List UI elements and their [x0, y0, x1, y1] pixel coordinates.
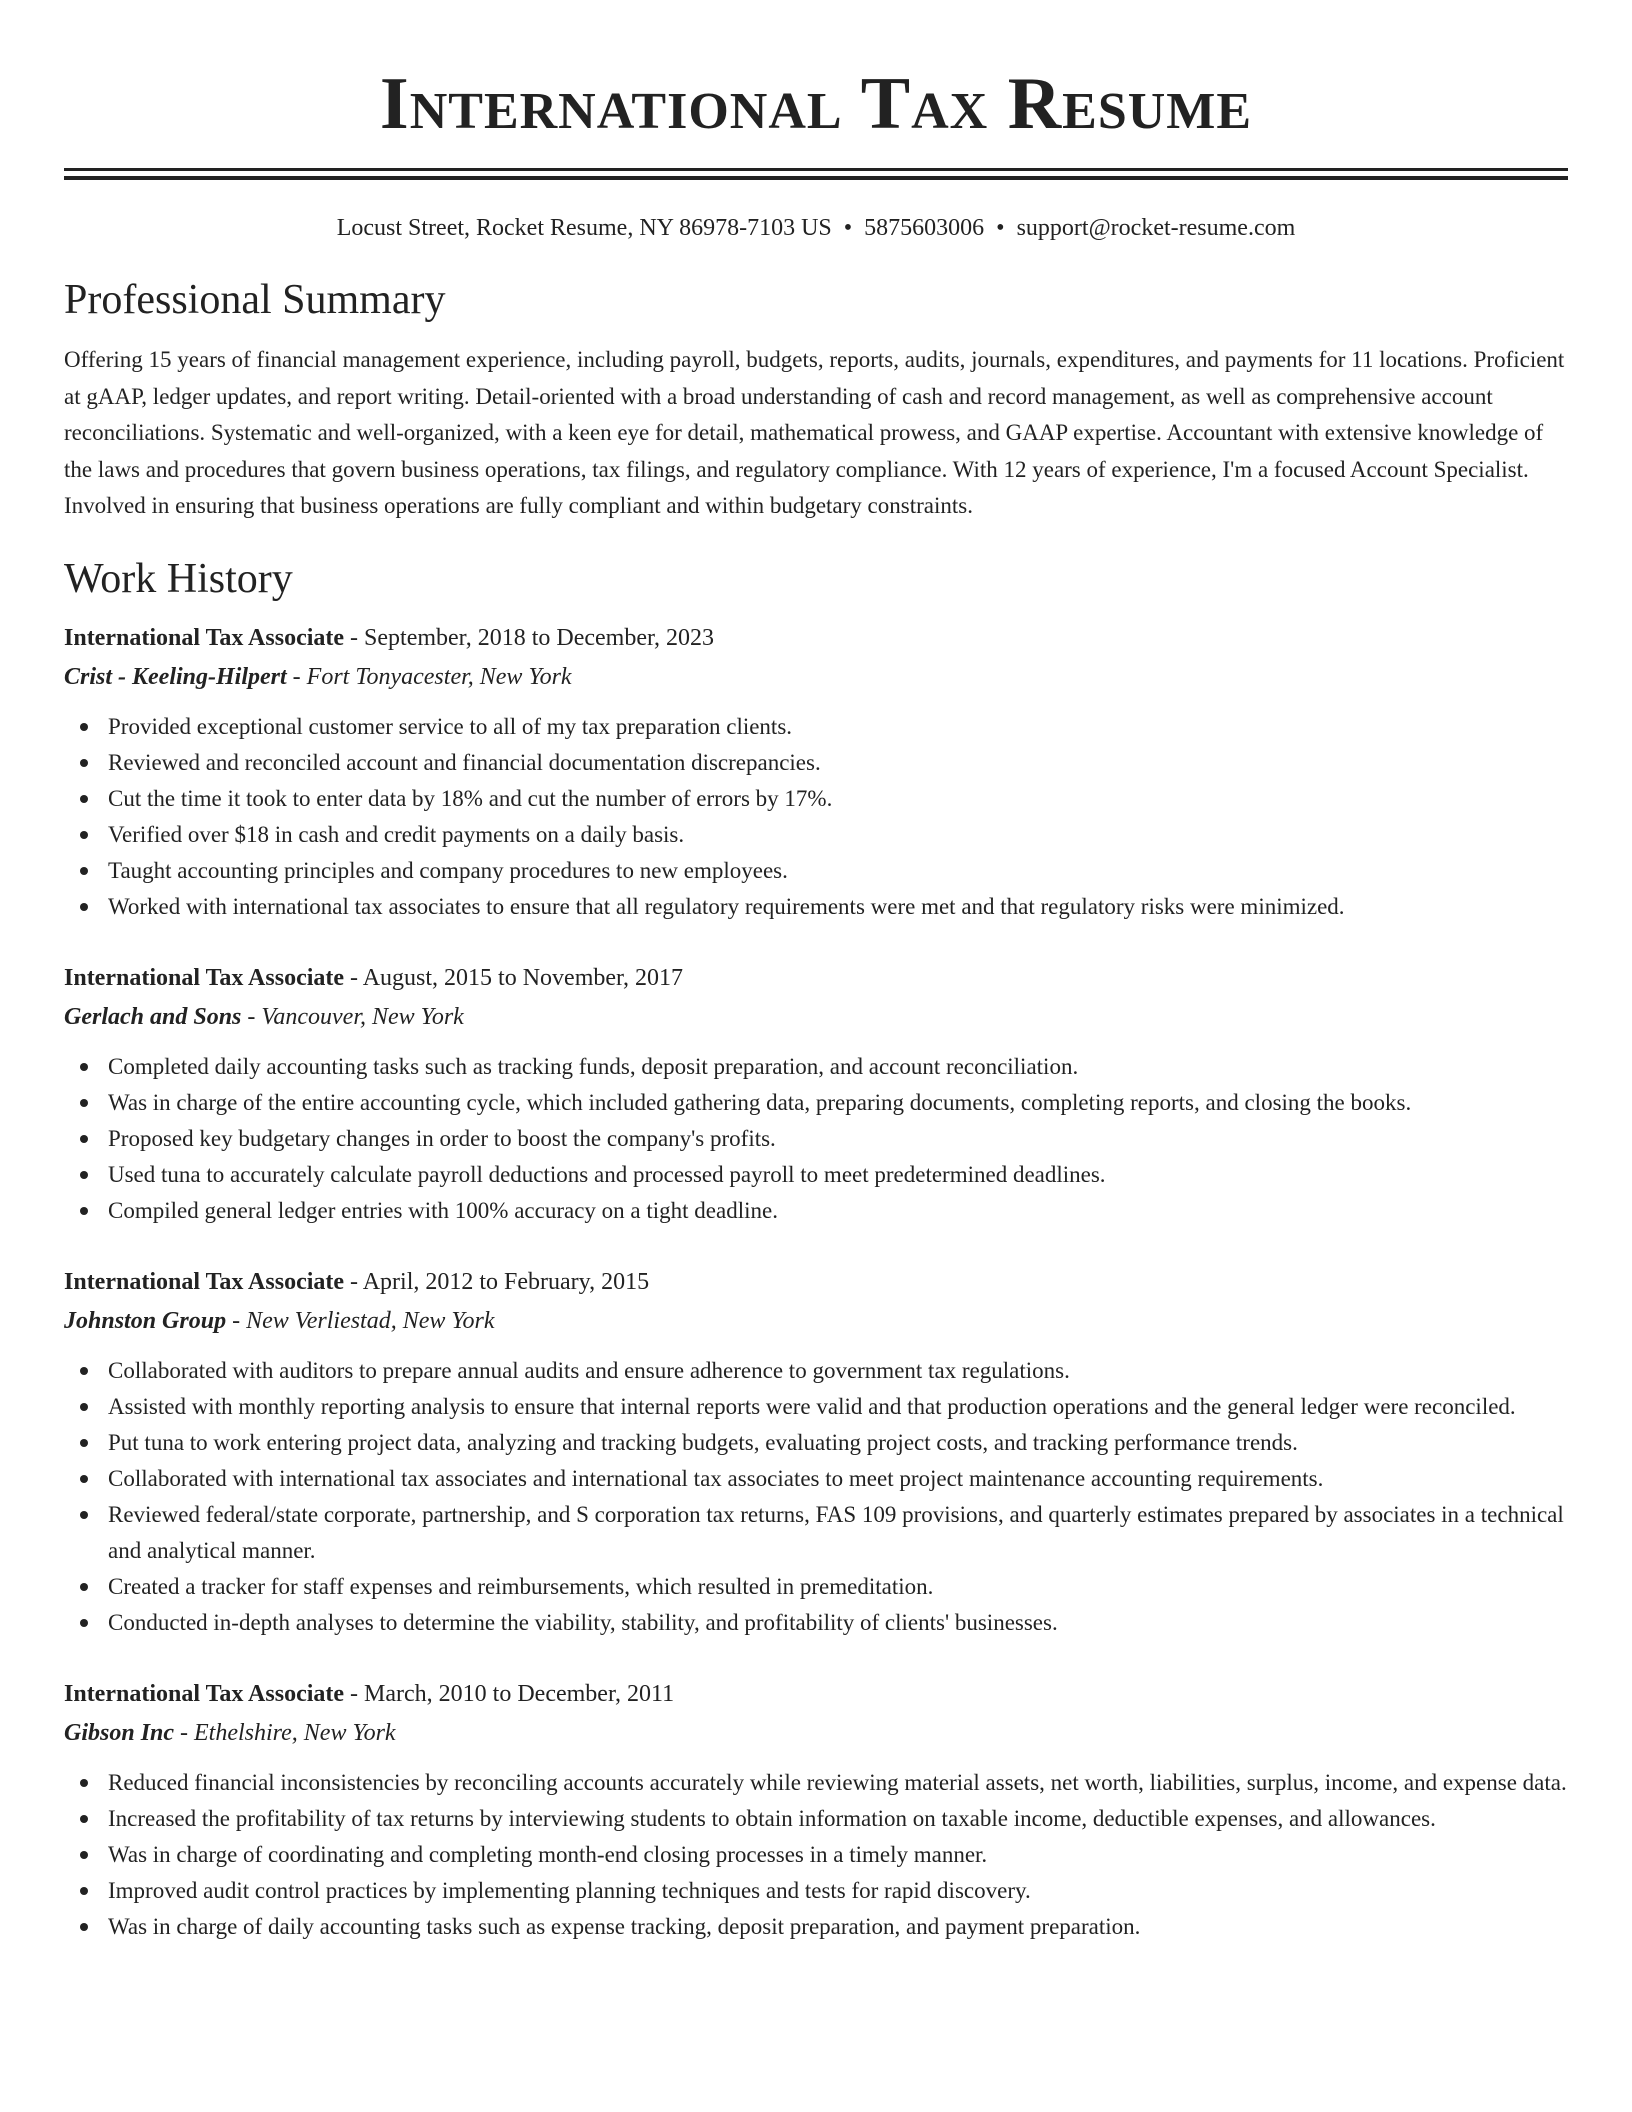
duty-item: Improved audit control practices by implementing planning techniques and tests for rapid discovery. [64, 1873, 1568, 1909]
job-title-line [64, 1675, 1568, 1713]
duty-item: Reduced financial inconsistencies by reconciling accounts accurately while reviewing material assets, net worth, liabilities, surplus, income, and expense data. [64, 1765, 1568, 1801]
duty-item: Created a tracker for staff expenses and reimbursements, which resulted in premeditation. [64, 1569, 1568, 1605]
job-entry [64, 1263, 1568, 1641]
resume-title: International Tax Resume [379, 63, 1253, 145]
duty-item: Collaborated with auditors to prepare annual audits and ensure adherence to government tax regulations. [64, 1353, 1568, 1389]
duty-item: Taught accounting principles and company procedures to new employees. [64, 853, 1568, 889]
company-line [64, 997, 1568, 1037]
company-name: Gerlach and Sons [64, 1003, 242, 1030]
job-entry [64, 959, 1568, 1229]
title-double-rule [64, 168, 1568, 180]
company-location: - Ethelshire, New York [174, 1719, 396, 1746]
company-name: Johnston Group [64, 1307, 227, 1334]
job-dates: - September, 2018 to December, 2023 [344, 624, 715, 651]
duty-item: Provided exceptional customer service to all of my tax preparation clients. [64, 709, 1568, 745]
job-title-line [64, 619, 1568, 657]
work-history-heading: Work History [64, 555, 293, 602]
company-line [64, 1301, 1568, 1341]
job-entry [64, 1675, 1568, 1945]
contact-phone: 5875603006 [864, 215, 985, 241]
duty-item: Assisted with monthly reporting analysis to ensure that internal reports were valid and that production operations and the general ledger were reconciled. [64, 1389, 1568, 1425]
duty-list [64, 1353, 1568, 1641]
duty-list [64, 1049, 1568, 1229]
job-dates: - March, 2010 to December, 2011 [344, 1680, 675, 1707]
duty-item: Completed daily accounting tasks such as tracking funds, deposit preparation, and account reconciliation. [64, 1049, 1568, 1085]
contact-separator: • [996, 215, 1005, 241]
job-dates: - April, 2012 to February, 2015 [344, 1268, 650, 1295]
company-location: - Vancouver, New York [241, 1003, 464, 1030]
contact-line [64, 212, 1568, 244]
job-list [64, 619, 1568, 1945]
contact-email: support@rocket-resume.com [1016, 215, 1296, 241]
contact-separator: • [843, 215, 853, 241]
duty-item: Put tuna to work entering project data, analyzing and tracking budgets, evaluating project costs, and tracking performance trends. [64, 1425, 1568, 1461]
job-dates: - August, 2015 to November, 2017 [344, 964, 684, 991]
duty-item: Was in charge of coordinating and completing month-end closing processes in a timely manner. [64, 1837, 1568, 1873]
job-title: International Tax Associate [64, 964, 345, 991]
job-title-line [64, 959, 1568, 997]
duty-item: Proposed key budgetary changes in order to boost the company's profits. [64, 1121, 1568, 1157]
summary-heading: Professional Summary [64, 277, 446, 323]
duty-item: Reviewed federal/state corporate, partnership, and S corporation tax returns, FAS 109 provisions, and quarterly estimates prepared by associates in a technical and analytical manner. [64, 1497, 1568, 1569]
company-name: Crist - Keeling-Hilpert [64, 663, 287, 690]
contact-address: Locust Street, Rocket Resume, NY 86978-7103 US [336, 215, 832, 241]
duty-item: Increased the profitability of tax returns by interviewing students to obtain information on taxable income, deductible expenses, and allowances. [64, 1801, 1568, 1837]
company-name: Gibson Inc [64, 1719, 175, 1746]
duty-item: Compiled general ledger entries with 100% accuracy on a tight deadline. [64, 1193, 1568, 1229]
job-title: International Tax Associate [64, 1680, 345, 1707]
duty-item: Conducted in-depth analyses to determine the viability, stability, and profitability of clients' businesses. [64, 1605, 1568, 1641]
job-title: International Tax Associate [64, 624, 345, 651]
company-location: - Fort Tonyacester, New York [286, 663, 572, 690]
duty-item: Was in charge of daily accounting tasks such as expense tracking, deposit preparation, and payment preparation. [64, 1909, 1568, 1945]
duty-item: Cut the time it took to enter data by 18% and cut the number of errors by 17%. [64, 781, 1568, 817]
duty-list [64, 709, 1568, 925]
summary-text: Offering 15 years of financial management experience, including payroll, budgets, reports, audits, journals, expenditures, and payments for 11 locations. Proficient at gAAP, ledger updates, and report writing. Detail-oriented with a broad understanding of cash and record management, as well as comprehensive account reconciliations. Systematic and well-organized, with a keen eye for detail, mathematical prowess, and GAAP expertise. Accountant with extensive knowledge of the laws and procedures that govern business operations, tax filings, and regulatory compliance. With 12 years of experience, I'm a focused Account Specialist. Involved in ensuring that business operations are fully compliant and within budgetary constraints. [64, 347, 1565, 518]
duty-item: Collaborated with international tax associates and international tax associates to meet project maintenance accounting requirements. [64, 1461, 1568, 1497]
job-title: International Tax Associate [64, 1268, 345, 1295]
company-line [64, 1713, 1568, 1753]
company-location: - New Verliestad, New York [226, 1307, 495, 1334]
duty-item: Reviewed and reconciled account and financial documentation discrepancies. [64, 745, 1568, 781]
job-entry [64, 619, 1568, 925]
duty-item: Used tuna to accurately calculate payroll deductions and processed payroll to meet predetermined deadlines. [64, 1157, 1568, 1193]
duty-item: Worked with international tax associates to ensure that all regulatory requirements were met and that regulatory risks were minimized. [64, 889, 1568, 925]
job-title-line [64, 1263, 1568, 1301]
duty-list [64, 1765, 1568, 1945]
company-line [64, 657, 1568, 697]
duty-item: Was in charge of the entire accounting cycle, which included gathering data, preparing documents, completing reports, and closing the books. [64, 1085, 1568, 1121]
duty-item: Verified over $18 in cash and credit payments on a daily basis. [64, 817, 1568, 853]
